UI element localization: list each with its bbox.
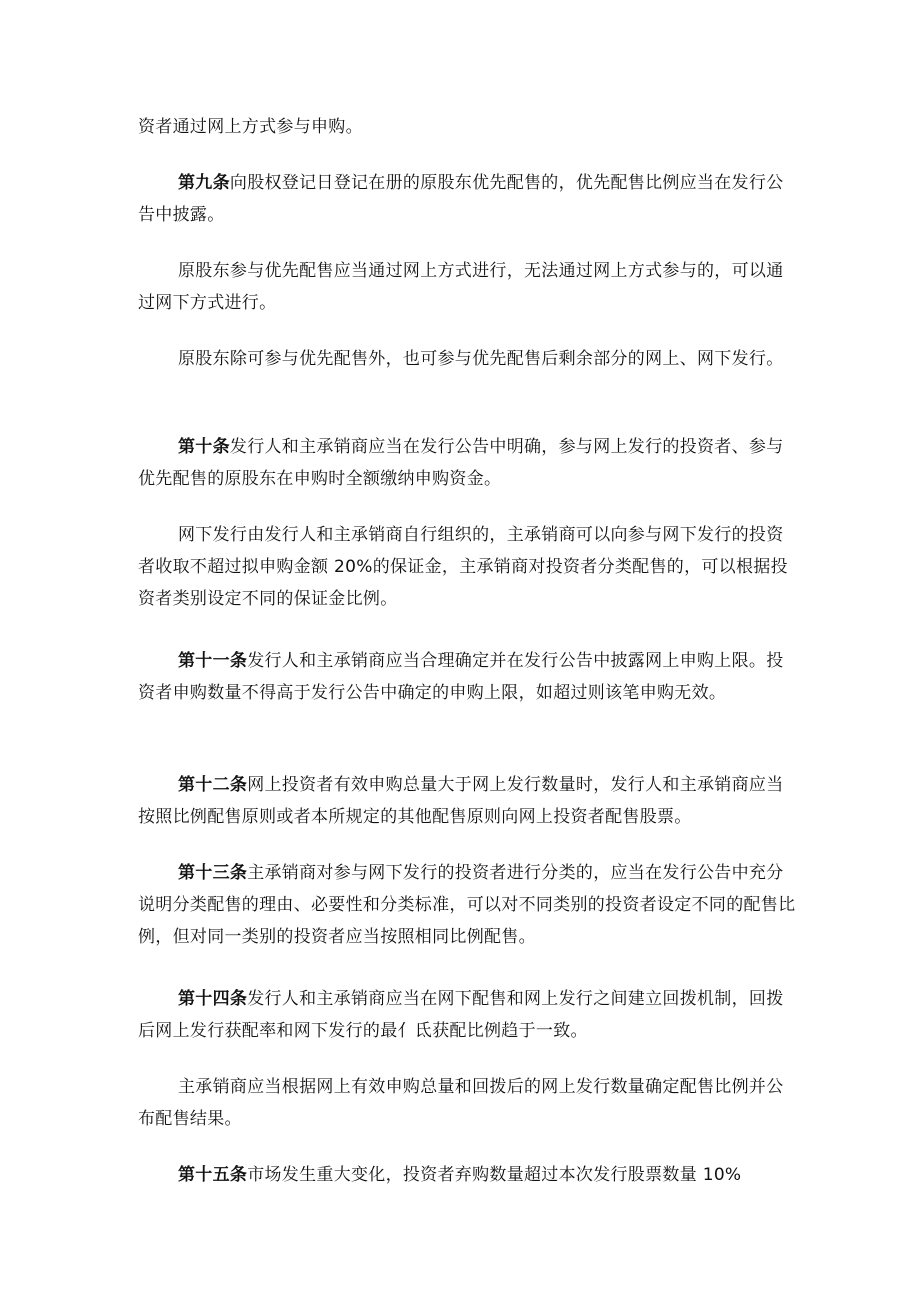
paragraph-text: 市场发生重大变化，投资者弃购数量超过本次发行股票数量 10% bbox=[247, 1165, 742, 1185]
paragraph-text: 发行人和主承销商应当在网下配售和网上发行之间建立回拨机制，回拨后网上发行获配率和网下发行的最亻氐获配比例趋于一致。 bbox=[138, 989, 784, 1041]
article-number: 第十四条 bbox=[178, 989, 248, 1009]
paragraph-text: 发行人和主承销商应当在发行公告中明确，参与网上发行的投资者、参与优先配售的原股东在申购时全额缴纳申购资金。 bbox=[138, 437, 784, 489]
paragraph-text: 网下发行由发行人和主承销商自行组织的，主承销商可以向参与网下发行的投资者收取不超过拟申购金额 20%的保证金，主承销商对投资者分类配售的，可以根据投资者类别设定不同的保证金比例。 bbox=[138, 525, 788, 609]
article-number: 第十五条 bbox=[178, 1165, 248, 1185]
article-number: 第十三条 bbox=[178, 863, 248, 883]
article-number: 第九条 bbox=[178, 173, 230, 193]
paragraph-text: 网上投资者有效申购总量大于网上发行数量时，发行人和主承销商应当按照比例配售原则或者本所规定的其他配售原则向网上投资者配售股票。 bbox=[138, 775, 784, 827]
paragraph-article-9 bbox=[138, 167, 798, 231]
article-number: 第十条 bbox=[178, 437, 230, 457]
paragraph-text: 发行人和主承销商应当合理确定并在发行公告中披露网上申购上限。投资者申购数量不得高于发行公告中确定的申购上限，如超过则该笔申购无效。 bbox=[138, 651, 784, 703]
paragraph-article-12 bbox=[138, 769, 798, 833]
paragraph-text: 资者通过网上方式参与申购。 bbox=[138, 117, 363, 137]
paragraph bbox=[138, 255, 798, 319]
paragraph-article-15 bbox=[138, 1159, 798, 1191]
paragraph-text: 主承销商应当根据网上有效申购总量和回拨后的网上发行数量确定配售比例并公布配售结果。 bbox=[138, 1077, 784, 1129]
paragraph-text: 原股东除可参与优先配售外，也可参与优先配售后剩余部分的网上、网下发行。 bbox=[178, 349, 784, 369]
article-number: 第十一条 bbox=[178, 651, 248, 671]
paragraph bbox=[138, 519, 798, 615]
paragraph-text: 向股权登记日登记在册的原股东优先配售的，优先配售比例应当在发行公告中披露。 bbox=[138, 173, 784, 225]
paragraph-article-14 bbox=[138, 983, 798, 1047]
article-number: 第十二条 bbox=[178, 775, 248, 795]
paragraph bbox=[138, 1071, 798, 1135]
paragraph-article-10 bbox=[138, 431, 798, 495]
paragraph-article-13 bbox=[138, 857, 798, 953]
paragraph-text: 主承销商对参与网下发行的投资者进行分类的，应当在发行公告中充分说明分类配售的理由、必要性和分类标准，可以对不同类别的投资者设定不同的配售比例，但对同一类别的投资者应当按照相同比例配售。 bbox=[138, 863, 796, 947]
paragraph-continuation bbox=[138, 111, 798, 143]
paragraph-article-11 bbox=[138, 645, 798, 709]
paragraph-text: 原股东参与优先配售应当通过网上方式进行，无法通过网上方式参与的，可以通过网下方式进行。 bbox=[138, 261, 784, 313]
paragraph bbox=[138, 343, 798, 375]
